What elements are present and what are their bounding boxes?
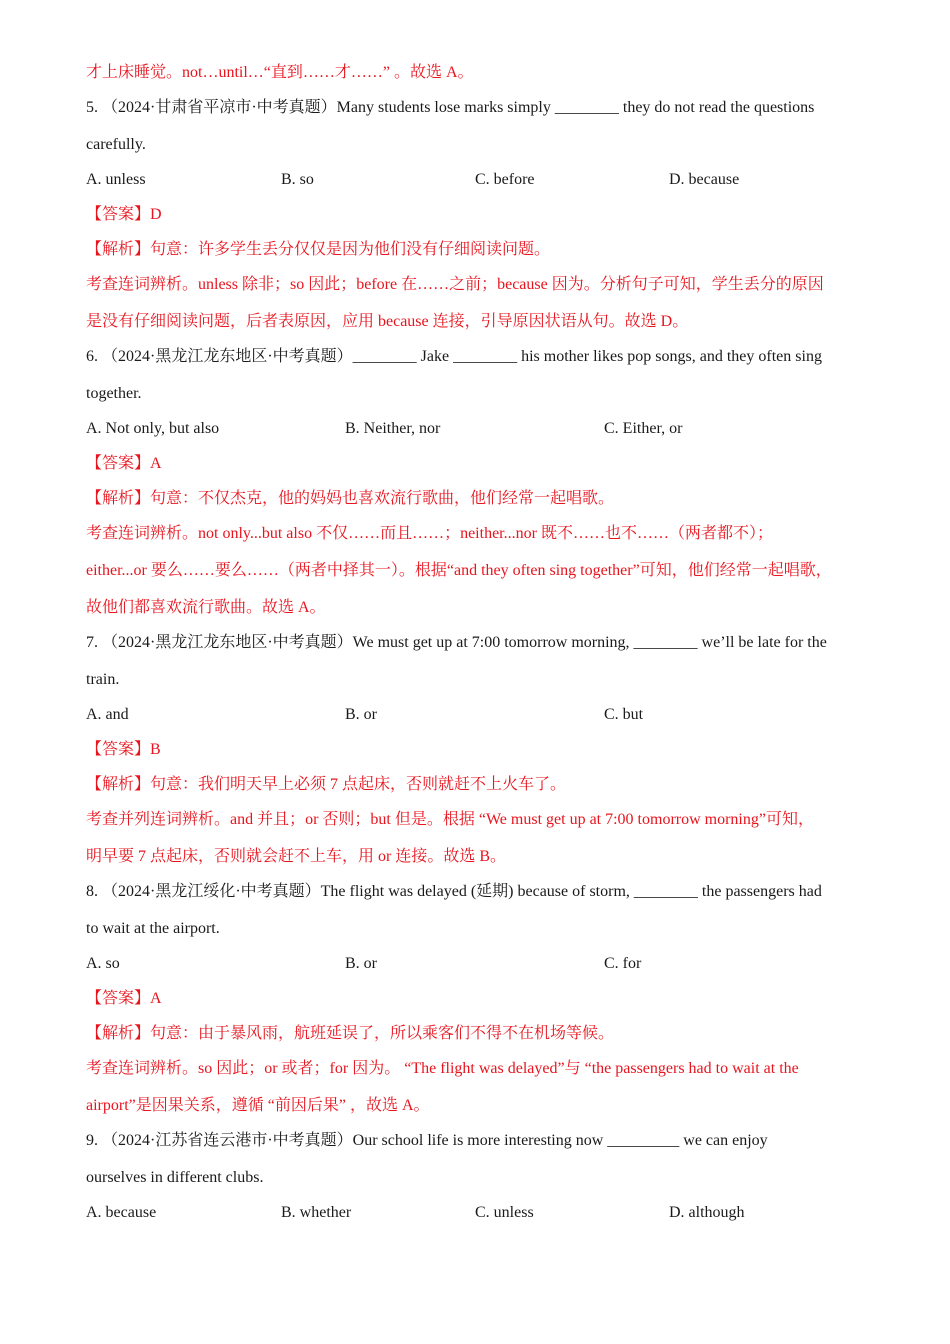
q8-explanation-3: airport”是因果关系，遵循 “前因后果” ，故选 A。 [86,1097,430,1114]
question-9-stem: 9. （2024·江苏省连云港市·中考真题）Our school life is more interesting now _________ we can enjoy [86,1132,768,1149]
question-7-stem: 7. （2024·黑龙江龙东地区·中考真题）We must get up at 7:00 tomorrow morning, ________ we’ll be late for the [86,634,827,651]
question-8-stem: 8. （2024·黑龙江绥化·中考真题）The flight was delayed (延期) because of storm, ________ the passengers had [86,883,822,900]
q7-option-b: B. or [345,706,377,723]
q7-explanation-1: 【解析】句意：我们明天早上必须 7 点起床，否则就赶不上火车了。 [86,776,567,793]
q8-option-b: B. or [345,955,377,972]
question-8-stem-cont: to wait at the airport. [86,920,220,937]
q8-answer: 【答案】A [86,990,162,1007]
question-6-stem-cont: together. [86,385,142,402]
q6-option-c: C. Either, or [604,420,683,437]
q6-explanation-2: 考查连词辨析。not only...but also 不仅……而且……；neither...nor 既不……也不……（两者都不）； [86,525,773,542]
q7-option-a: A. and [86,706,129,723]
q5-option-b: B. so [281,171,314,188]
q5-option-a: A. unless [86,171,146,188]
question-7-stem-cont: train. [86,671,120,688]
question-5-stem-cont: carefully. [86,136,146,153]
q5-explanation-2: 考查连词辨析。unless 除非；so 因此；before 在……之前；because 因为。分析句子可知，学生丢分的原因 [86,276,824,293]
q6-explanation-1: 【解析】句意：不仅杰克，他的妈妈也喜欢流行歌曲，他们经常一起唱歌。 [86,490,615,507]
q8-explanation-1: 【解析】句意：由于暴风雨，航班延误了，所以乘客们不得不在机场等候。 [86,1025,615,1042]
q8-explanation-2: 考查连词辨析。so 因此；or 或者；for 因为。 “The flight was delayed”与 “the passengers had to wait at the [86,1060,799,1077]
question-6-stem: 6. （2024·黑龙江龙东地区·中考真题）________ Jake ________ his mother likes pop songs, and they often sing [86,348,822,365]
q5-explanation-1: 【解析】句意：许多学生丢分仅仅是因为他们没有仔细阅读问题。 [86,241,551,258]
q8-option-c: C. for [604,955,642,972]
q9-option-b: B. whether [281,1204,352,1221]
q6-option-a: A. Not only, but also [86,420,220,437]
q6-option-b: B. Neither, nor [345,420,441,437]
q6-answer: 【答案】A [86,455,162,472]
q5-answer: 【答案】D [86,206,162,223]
question-9-stem-cont: ourselves in different clubs. [86,1169,264,1186]
q9-option-d: D. although [669,1204,745,1221]
q7-explanation-3: 明早要 7 点起床，否则就会赶不上车，用 or 连接。故选 B。 [86,848,507,865]
question-5-stem: 5. （2024·甘肃省平凉市·中考真题）Many students lose marks simply ________ they do not read the questions [86,99,815,116]
q8-option-a: A. so [86,955,120,972]
q5-option-c: C. before [475,171,535,188]
q6-explanation-4: 故他们都喜欢流行歌曲。故选 A。 [86,599,326,616]
q7-answer: 【答案】B [86,741,161,758]
q6-explanation-3: either...or 要么……要么……（两者中择其一）。根据“and they often sing together”可知，他们经常一起唱歌， [86,562,832,579]
q7-explanation-2: 考查并列连词辨析。and 并且；or 否则；but 但是。根据 “We must get up at 7:00 tomorrow morning”可知， [86,811,814,828]
q9-option-c: C. unless [475,1204,534,1221]
q7-option-c: C. but [604,706,644,723]
line-prev-explanation: 才上床睡觉。not…until…“直到……才……” 。故选 A。 [86,64,474,81]
q9-option-a: A. because [86,1204,157,1221]
q5-option-d: D. because [669,171,740,188]
q5-explanation-3: 是没有仔细阅读问题，后者表原因，应用 because 连接，引导原因状语从句。故选 D。 [86,313,689,330]
